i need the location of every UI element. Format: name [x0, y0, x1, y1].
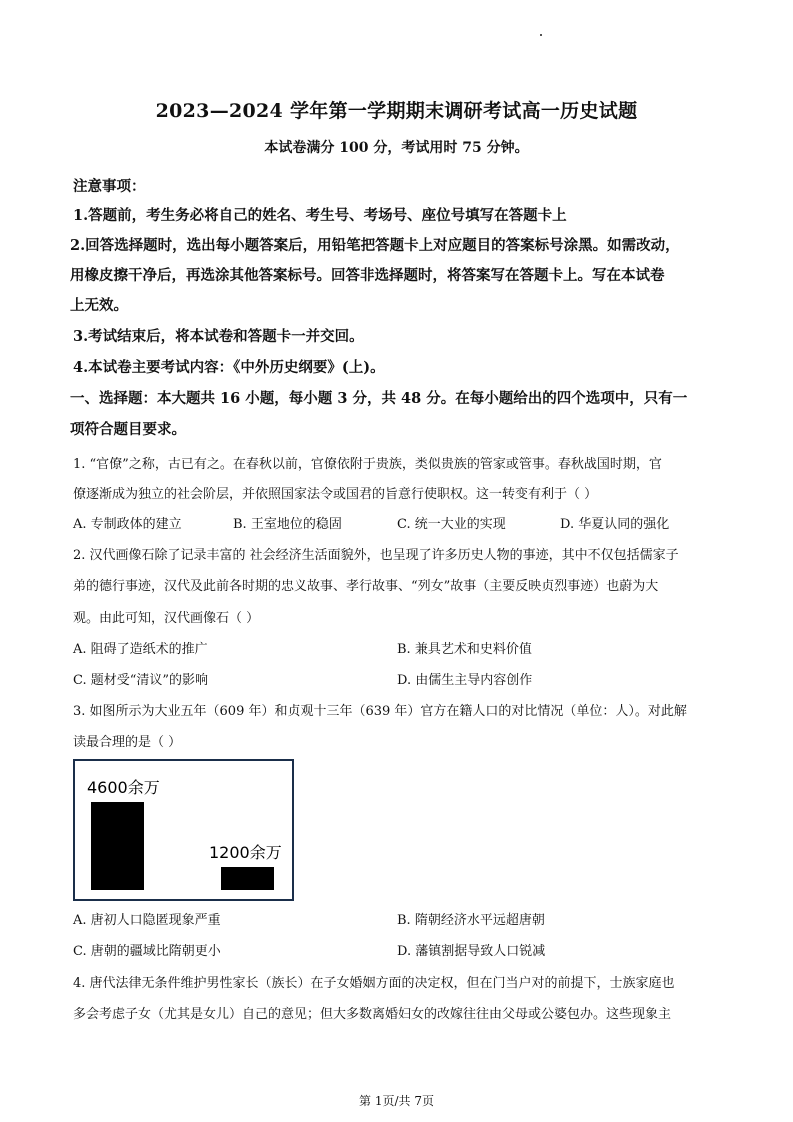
question-2-line: 观。由此可知，汉代画像石（ ）: [73, 611, 260, 626]
section-heading-line: 一、选择题：本大题共 16 小题，每小题 3 分，共 48 分。在每小题给出的四个选项中，只有一: [70, 390, 688, 407]
notice-line: 1.答题前，考生务必将自己的姓名、考生号、考场号、座位号填写在答题卡上: [73, 207, 567, 224]
page-number: 第 1页/共 7页: [359, 1094, 434, 1108]
notice-heading: 注意事项：: [73, 178, 146, 195]
chart-data-label: 4600余万: [87, 778, 160, 797]
question-3-line: 读最合理的是（ ）: [73, 735, 182, 750]
notice-line: 用橡皮擦干净后，再选涂其他答案标号。回答非选择题时，将答案写在答题卡上。写在本试卷: [70, 267, 665, 284]
question-3-option-c: C. 唐朝的疆域比隋朝更小: [73, 944, 221, 959]
question-2-line: 弟的德行事迹，汉代及此前各时期的忠义故事、孝行故事、“列女”故事（主要反映贞烈事迹）也蔚为大: [73, 579, 659, 594]
question-2-option-a: A. 阻碍了造纸术的推广: [73, 642, 208, 657]
question-2-option-d: D. 由儒生主导内容创作: [397, 673, 533, 688]
question-3-option-a: A. 唐初人口隐匿现象严重: [73, 913, 221, 928]
question-1-option-b: B. 王室地位的稳固: [233, 517, 342, 532]
chart-data-label: 1200余万: [209, 843, 282, 862]
population-chart: [73, 759, 294, 901]
question-2-option-b: B. 兼具艺术和史料价值: [397, 642, 532, 657]
notice-line: 上无效。: [70, 297, 128, 314]
question-3-option-d: D. 藩镇割据导致人口锐减: [397, 944, 546, 959]
question-2-line: 2. 汉代画像石除了记录丰富的 社会经济生活面貌外，也呈现了许多历史人物的事迹，其中不仅包括儒家子: [73, 548, 679, 563]
question-2-option-c: C. 题材受“清议”的影响: [73, 673, 209, 688]
notice-line: 4.本试卷主要考试内容：《中外历史纲要》(上)。: [73, 359, 385, 376]
notice-line: 3.考试结束后，将本试卷和答题卡一并交回。: [73, 328, 364, 345]
question-1-option-c: C. 统一大业的实现: [397, 517, 506, 532]
chart-bar: [91, 802, 144, 890]
question-1-option-d: D. 华夏认同的强化: [560, 517, 670, 532]
question-3-line: 3. 如图所示为大业五年（609 年）和贞观十三年（639 年）官方在籍人口的对比情况（单位：人）。对此解: [73, 704, 687, 719]
page-subtitle: 本试卷满分 100 分，考试用时 75 分钟。: [264, 140, 529, 156]
speck-mark: [540, 34, 542, 36]
question-4-line: 4. 唐代法律无条件维护男性家长（族长）在子女婚姻方面的决定权，但在门当户对的前提下，士族家庭也: [73, 976, 675, 991]
page-title: 2023—2024 学年第一学期期末调研考试高一历史试题: [155, 100, 638, 122]
question-1-option-a: A. 专制政体的建立: [73, 517, 182, 532]
section-heading-line: 项符合题目要求。: [70, 421, 186, 438]
question-1-line: 僚逐渐成为独立的社会阶层，并依照国家法令或国君的旨意行使职权。这一转变有利于（ ）: [73, 487, 598, 502]
population-chart-svg: [75, 761, 292, 899]
question-1-line: 1. “官僚”之称，古已有之。在春秋以前，官僚依附于贵族，类似贵族的管家或管事。春秋战国时期，官: [73, 457, 662, 472]
question-3-option-b: B. 隋朝经济水平远超唐朝: [397, 913, 545, 928]
chart-bar: [221, 867, 274, 890]
notice-line: 2.回答选择题时，选出每小题答案后，用铅笔把答题卡上对应题目的答案标号涂黑。如需改动，: [70, 237, 680, 254]
question-4-line: 多会考虑子女（尤其是女儿）自己的意见；但大多数离婚妇女的改嫁往往由父母或公婆包办。这些现象主: [73, 1007, 672, 1022]
